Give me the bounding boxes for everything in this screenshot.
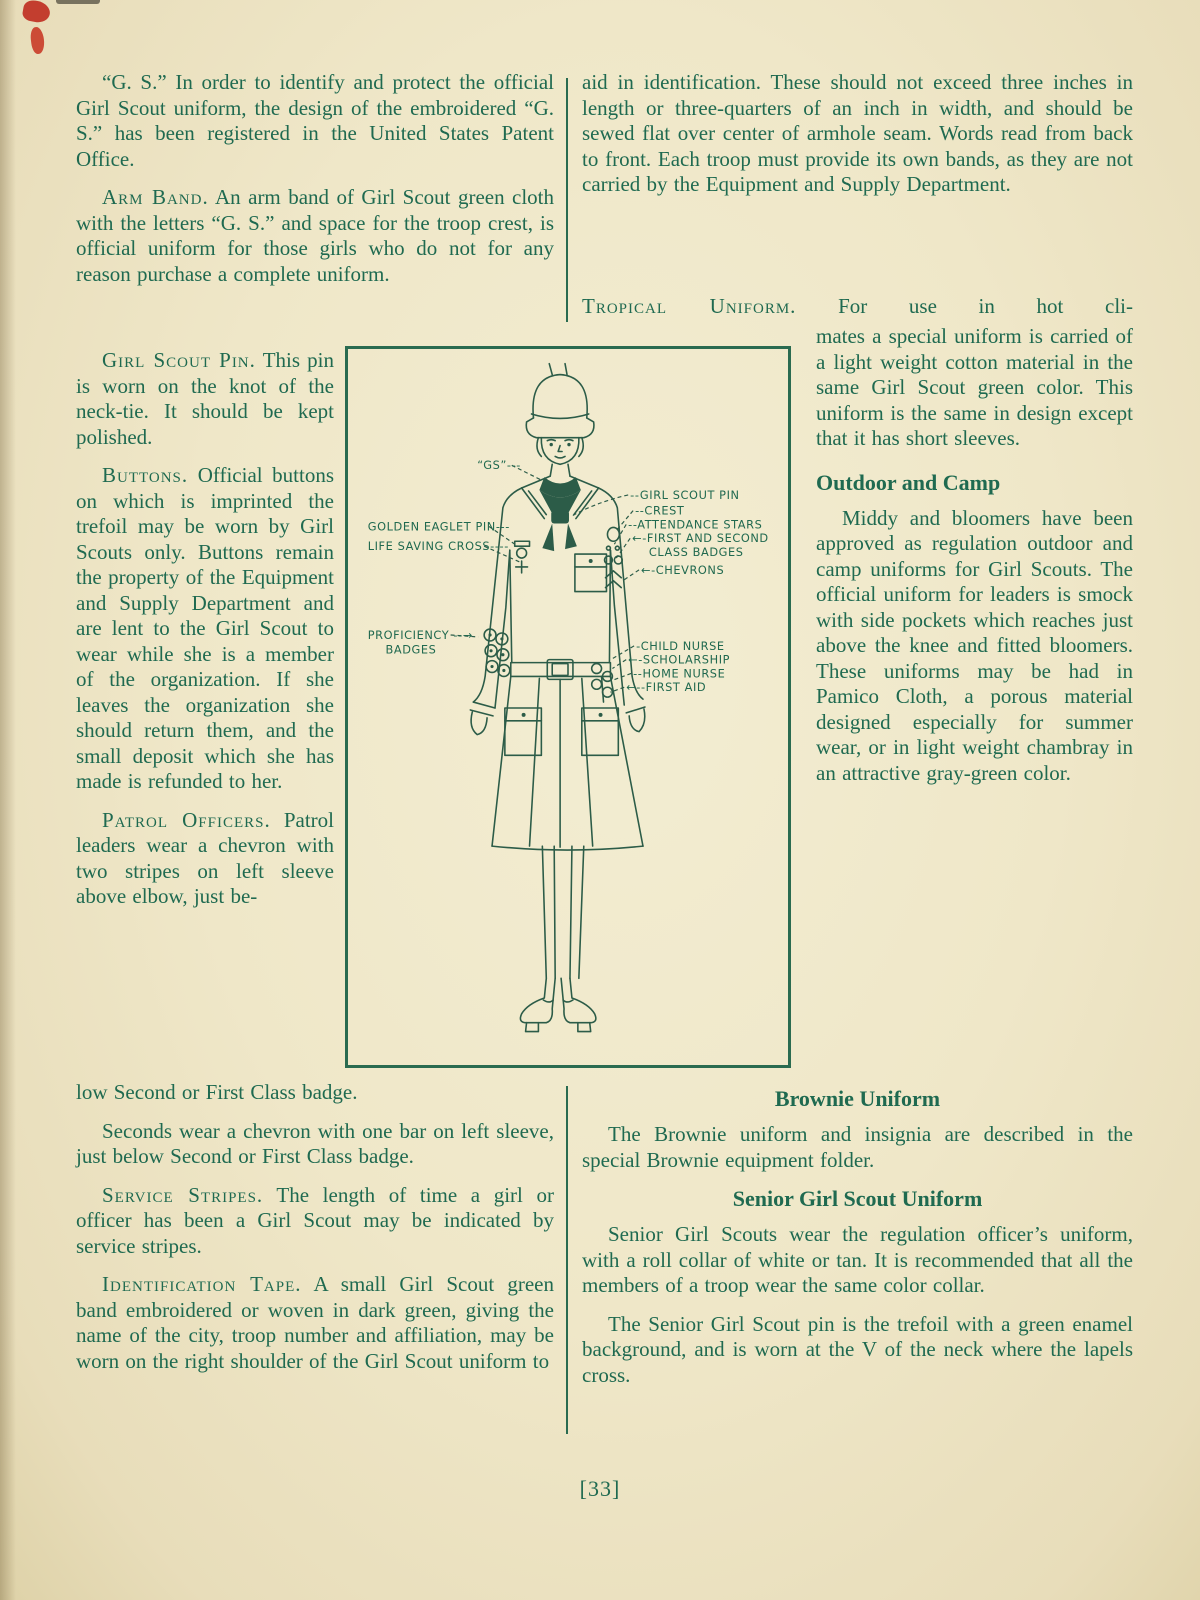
column-divider [566,1086,568,1434]
figure-label-girl-scout-pin: --GIRL SCOUT PIN [630,487,740,502]
lead-identification-tape: Identification Tape. [102,1272,302,1296]
lead-buttons: Buttons. [102,463,189,487]
lead-girl-scout-pin: Girl Scout Pin. [102,348,256,372]
right-column-top [582,70,1133,211]
paragraph-service-stripes [76,1183,554,1260]
intro-section [76,70,554,300]
figure-label-crest: --CREST [635,503,685,518]
figure-label-first-and-second: ←-FIRST AND SECOND [632,531,769,546]
paragraph-outdoor-and-camp: Middy and bloomers have been approved as regulation outdoor and camp uniforms for Girl Scouts. The official uniform for leaders is smock with side pockets which reaches just above the knee and fitted bloomers. These uniforms may be had in Pamico Cloth, a porous material designed especially for summer wear, or in light weight chambray in an attractive gray-green color. [816,505,1133,785]
paragraph-identification-cont: aid in identification. These should not exceed three inches in length or three-quarters of an inch in width, and should be sewed flat over center of armhole seam. Words read from back to front. Each troop must provide its own bands, as they are not carried by the Equipment and Supply Department. [582,70,1133,196]
figure-label-first-aid: ←--FIRST AID [626,680,707,695]
lead-patrol-officers: Patrol Officers. [102,807,271,832]
heading-outdoor-and-camp: Outdoor and Camp [816,469,1001,495]
uniform-illustration-figure [345,346,791,1068]
figure-label-badges: BADGES [385,642,437,657]
patrol-officers-text: Patrol leaders wear a chevron with two stripes on left sleeve above elbow, just be- [76,807,335,908]
paragraph-gs-registration: “G. S.” In order to identify and protect the official Girl Scout uniform, the design of the embroidered “G. S.” has been registered in the United States Patent Office. [76,70,554,171]
paragraph-tropical-cont: mates a special uniform is carried of a light weight cotton material in the same Girl Scout green color. This uniform is the same in design except that it has short sleeves. [816,324,1133,450]
paragraph-tropical-uniform [582,294,1133,320]
tropical-uniform-first-line: For use in hot cli- [838,294,1133,318]
lead-service-stripes: Service Stripes. [102,1182,264,1207]
figure-label-scholarship: ←-SCHOLARSHIP [628,652,731,667]
page-edge-shadow [0,0,16,1600]
lead-tropical-uniform: Tropical Uniform. [582,294,797,318]
paragraph-identification-tape [76,1272,554,1374]
figure-label-child-nurse: -CHILD NURSE [636,638,725,653]
girl-scout-drawing [348,349,788,1065]
left-column-bottom [76,1080,554,1387]
right-column-bottom [582,1086,1133,1401]
paragraph-brownie-uniform: The Brownie uniform and insignia are described in the special Brownie equipment folder. [582,1122,1133,1172]
figure-label-class-badges: CLASS BADGES [648,545,744,560]
paragraph-seconds: Seconds wear a chevron with one bar on left sleeve, just below Second or First Class badge. [76,1118,554,1168]
scan-artifact [56,0,100,4]
identification-tape-text: A small Girl Scout green band embroidered or woven in dark green, giving the name of the city, troop number and affiliation, may be worn on the right shoulder of the Girl Scout uniform to [76,1272,554,1373]
paragraph-patrol-continuation: low Second or First Class badge. [76,1080,358,1104]
heading-senior-girl-scout-uniform: Senior Girl Scout Uniform [732,1186,983,1211]
right-narrow-column [816,324,1133,799]
red-ink-mark [21,0,51,24]
page-number: [33] [579,1476,621,1501]
figure-label-home-nurse: --HOME NURSE [633,666,726,681]
left-narrow-column [76,348,334,923]
figure-label-proficiency: PROFICIENCY --→ [367,627,473,642]
paragraph-girl-scout-pin [76,348,334,450]
girl-scout-pin-text: This pin is worn on the knot of the neck-tie. It should be kept polished. [76,348,335,449]
paragraph-patrol-officers [76,808,334,910]
lead-arm-band: Arm Band. [102,185,209,209]
buttons-text: Official buttons on which is imprinted the trefoil may be worn by Girl Scouts only. Buttons remain the property of the Equipment and Supply Department and are lent to the Girl Scout to wear while she is a member of the organization. If she leaves the organization she should return them, and the small deposit which she has made is refunded to her. [76,463,335,793]
figure-label-attendance-stars: --ATTENDANCE STARS [628,517,763,532]
heading-brownie-uniform: Brownie Uniform [774,1086,941,1111]
paragraph-senior-uniform: Senior Girl Scouts wear the regulation officer’s uniform, with a roll collar of white or tan. It is recommended that all the members of a troop wear the same color collar. [582,1222,1133,1297]
figure-label-golden-eaglet-pin: GOLDEN EAGLET PIN--- [367,519,510,534]
paragraph-buttons [76,463,334,795]
red-ink-mark [29,26,45,54]
service-stripes-text: The length of time a girl or officer has been a Girl Scout may be indicated by service stripes. [76,1182,554,1258]
paragraph-senior-pin: The Senior Girl Scout pin is the trefoil with a green enamel background, and is worn at the V of the neck where the lapels cross. [582,1311,1133,1387]
figure-label-life-saving-cross: LIFE SAVING CROSS---- [367,539,509,554]
figure-label-chevrons: ←-CHEVRONS [641,562,725,577]
column-divider [566,78,568,322]
arm-band-text: An arm band of Girl Scout green cloth with the letters “G. S.” and space for the troop crest, is official uniform for those girls who do not for any reason purchase a complete uniform. [76,185,555,286]
figure-label-gs: “GS”--- [477,458,521,473]
paragraph-arm-band [76,185,554,287]
